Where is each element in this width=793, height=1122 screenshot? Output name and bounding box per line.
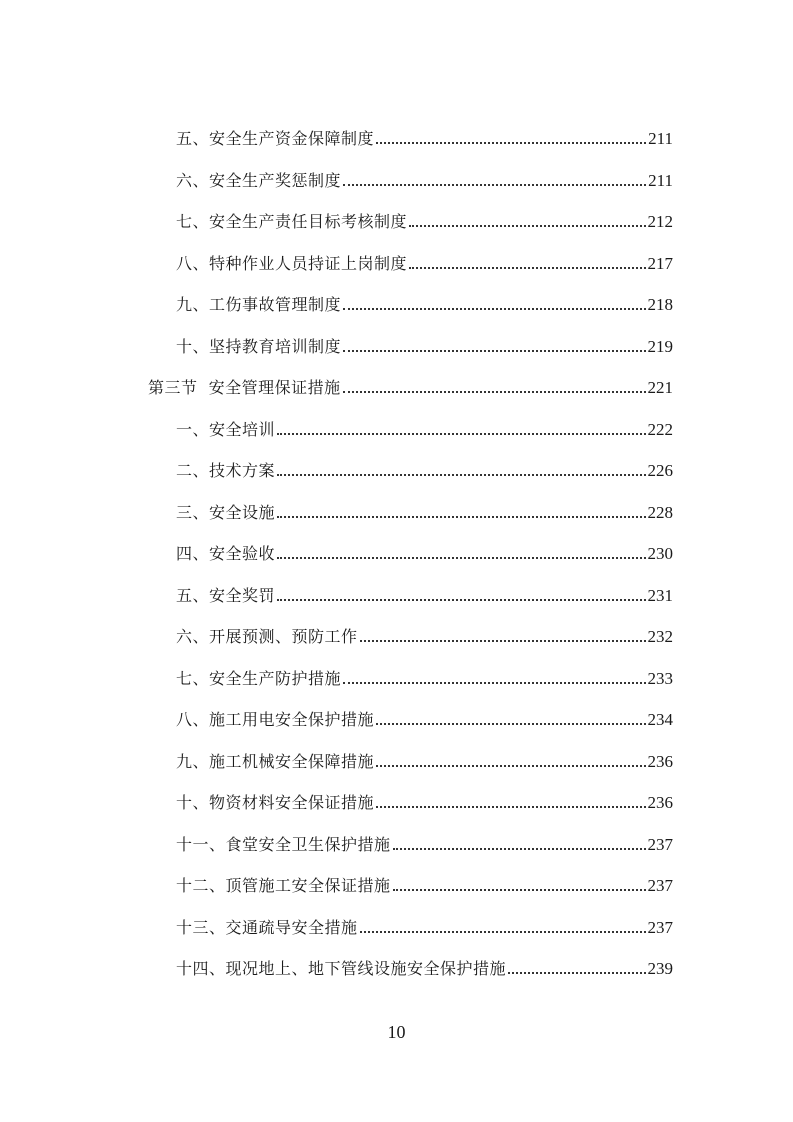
toc-entry-label: 第三节 安全管理保证措施	[148, 378, 341, 397]
dot-leader	[277, 516, 645, 518]
toc-entry[interactable]	[176, 791, 673, 815]
toc-entry[interactable]	[176, 833, 673, 857]
toc-entry-page: 234	[647, 710, 673, 729]
dot-leader	[393, 889, 646, 891]
dot-leader	[277, 557, 645, 559]
toc-entry-label: 六、开展预测、预防工作	[176, 627, 358, 646]
toc-entry-page: 239	[647, 959, 673, 978]
toc-entry-page: 222	[647, 420, 673, 439]
toc-entry-page: 233	[647, 669, 673, 688]
toc-entry-page: 236	[647, 752, 673, 771]
toc-entry[interactable]	[176, 750, 673, 774]
dot-leader	[343, 308, 645, 310]
toc-entry[interactable]	[176, 874, 673, 898]
toc-entry[interactable]	[176, 584, 673, 608]
toc-entry[interactable]	[176, 708, 673, 732]
toc-entry-page: 211	[648, 129, 673, 148]
dot-leader	[343, 184, 646, 186]
toc-entry-label: 十一、食堂安全卫生保护措施	[176, 835, 391, 854]
dot-leader	[409, 267, 645, 269]
toc-entry[interactable]	[176, 335, 673, 359]
toc-entry-label: 五、安全奖罚	[176, 586, 276, 605]
toc-entry[interactable]	[176, 916, 673, 940]
dot-leader	[409, 225, 645, 227]
toc-entry-label: 十、物资材料安全保证措施	[176, 793, 375, 812]
toc-entry-page: 218	[647, 295, 673, 314]
page-number: 10	[387, 1022, 406, 1042]
toc-entry-page: 232	[647, 627, 673, 646]
toc-entry[interactable]	[176, 459, 673, 483]
toc-entry-label: 十、坚持教育培训制度	[176, 337, 342, 356]
toc-entry[interactable]	[176, 252, 673, 276]
toc-section-entry[interactable]	[148, 376, 673, 400]
toc-entry-label: 二、技术方案	[176, 461, 276, 480]
dot-leader	[343, 350, 645, 352]
toc-entry-label: 十四、现况地上、地下管线设施安全保护措施	[176, 959, 507, 978]
dot-leader	[360, 931, 646, 933]
dot-leader	[277, 599, 645, 601]
toc-entry-page: 228	[647, 503, 673, 522]
toc-entry-label: 六、安全生产奖惩制度	[176, 171, 342, 190]
toc-entry-page: 221	[647, 378, 673, 397]
toc-entry-label: 四、安全验收	[176, 544, 276, 563]
dot-leader	[376, 765, 645, 767]
toc-entry[interactable]	[176, 667, 673, 691]
toc-entry-label: 三、安全设施	[176, 503, 276, 522]
toc-entry-label: 八、施工用电安全保护措施	[176, 710, 375, 729]
toc-entry-page: 217	[647, 254, 673, 273]
toc-entry-label: 一、安全培训	[176, 420, 276, 439]
dot-leader	[277, 433, 645, 435]
toc-entry-page: 211	[648, 171, 673, 190]
toc-entry[interactable]	[176, 542, 673, 566]
toc-entry-page: 230	[647, 544, 673, 563]
toc-entry-page: 237	[647, 876, 673, 895]
dot-leader	[277, 474, 645, 476]
dot-leader	[343, 391, 646, 393]
toc-entry[interactable]	[176, 210, 673, 234]
toc-entry[interactable]	[176, 127, 673, 151]
toc-entry[interactable]	[176, 169, 673, 193]
toc-entry-label: 五、安全生产资金保障制度	[176, 129, 375, 148]
toc-entry-page: 237	[647, 918, 673, 937]
toc-entry-page: 236	[647, 793, 673, 812]
dot-leader	[343, 682, 645, 684]
toc-entry-page: 219	[647, 337, 673, 356]
toc-entry-page: 226	[647, 461, 673, 480]
toc-entry-page: 212	[647, 212, 673, 231]
toc-entry-label: 九、施工机械安全保障措施	[176, 752, 375, 771]
toc-entry[interactable]	[176, 501, 673, 525]
toc-entry-label: 七、安全生产责任目标考核制度	[176, 212, 408, 231]
toc-entry-page: 231	[647, 586, 673, 605]
toc-entry[interactable]	[176, 957, 673, 981]
toc-entry-page: 237	[647, 835, 673, 854]
toc-entry[interactable]	[176, 625, 673, 649]
dot-leader	[360, 640, 646, 642]
toc-entry-label: 八、特种作业人员持证上岗制度	[176, 254, 408, 273]
toc-entry-label: 七、安全生产防护措施	[176, 669, 342, 688]
dot-leader	[508, 972, 645, 974]
toc-entry-label: 九、工伤事故管理制度	[176, 295, 342, 314]
toc-entry[interactable]	[176, 418, 673, 442]
dot-leader	[376, 806, 645, 808]
dot-leader	[376, 142, 646, 144]
dot-leader	[376, 723, 645, 725]
dot-leader	[393, 848, 646, 850]
toc-entry-label: 十二、顶管施工安全保证措施	[176, 876, 391, 895]
toc-entry[interactable]	[176, 293, 673, 317]
toc-entry-label: 十三、交通疏导安全措施	[176, 918, 358, 937]
